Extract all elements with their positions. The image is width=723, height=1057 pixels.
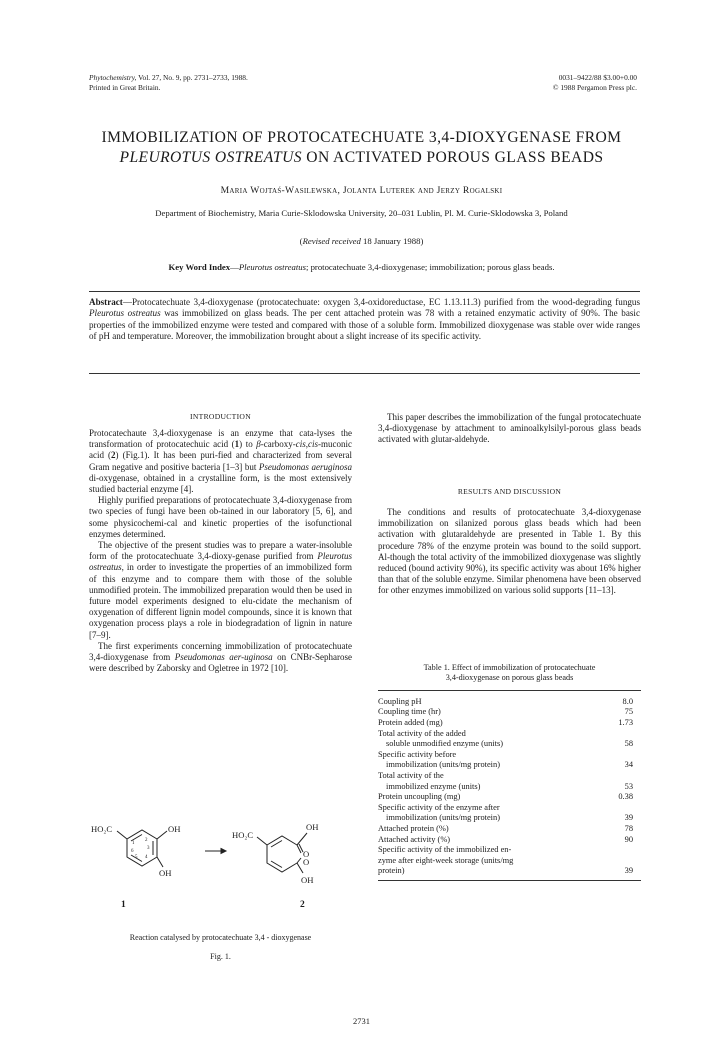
- intro-p3-b: , in order to investigate the properties of an immobilized form of this enzyme and to compare them with those of the soluble unmodified protein. The immobilized preparation would then be used in future model experiments designed to elu-cidate the mechanism of oxygenation of different lignin model compounds, since it is known that oxygenation process plays a role in biodegradation of lignin in nature [7–9].: [89, 562, 352, 640]
- table-row-label: Total activity of the added: [378, 728, 466, 738]
- table-caption: [378, 663, 641, 684]
- table-row-label: Attached protein (%): [378, 823, 449, 833]
- ring-number-4: 4: [145, 855, 148, 860]
- table-row-label: zyme after eight-week storage (units/mg: [378, 855, 514, 865]
- revised-label: Revised received: [302, 236, 361, 246]
- table-row-value: 0.38: [618, 792, 633, 802]
- table-row: [378, 813, 641, 824]
- c1-oh-label-1: OH: [168, 824, 181, 834]
- introduction-body: [89, 428, 352, 674]
- ring-number-5: 5: [135, 855, 138, 860]
- table-row: [378, 824, 641, 835]
- ring-number-1: 1: [132, 841, 135, 846]
- figure-caption: Reaction catalysed by protocatechuate 3,4 - dioxygenase: [129, 933, 312, 942]
- c2-o-bond-2: [297, 858, 301, 863]
- compound-1-structure: [117, 830, 167, 867]
- table-row-value: 78: [624, 823, 633, 833]
- c2-carboxyl-label: HO₂C: [232, 830, 254, 840]
- journal-citation: Vol. 27, No. 9, pp. 2731–2733, 1988.: [138, 73, 248, 82]
- table-bottom-rule: [378, 880, 641, 881]
- keywords-dash: —: [230, 262, 239, 272]
- compound-number-1: 1: [121, 900, 126, 910]
- abstract: [89, 297, 640, 343]
- c2-carboxyl-bond: [257, 837, 267, 845]
- revised-date-value: 18 January 1988): [360, 236, 424, 246]
- running-header-right: [553, 73, 637, 92]
- c2-oh-label-bot: OH: [301, 875, 314, 885]
- compound-ref-2: 2: [111, 450, 116, 461]
- intro-p1-d: -muconic acid (: [89, 439, 352, 461]
- table-caption-line-2: 3,4-dioxygenase on porous glass beads: [445, 673, 574, 683]
- c2-oh-bond-top: [297, 833, 307, 845]
- ring-number-6: 6: [131, 849, 134, 854]
- table-row: [378, 729, 641, 740]
- table-row-value: 75: [624, 707, 633, 717]
- table-row-label: Specific activity of the immobilized en-: [378, 845, 512, 855]
- compound-2-structure: [257, 833, 310, 873]
- table-row-value: 39: [624, 866, 633, 876]
- authors: Maria Wojtaś-Wasilewska, Jolanta Luterek and Jerzy Rogalski: [220, 185, 503, 196]
- table-row: [378, 771, 641, 782]
- intro-paragraph-3: [89, 540, 352, 641]
- intro-p1-e: ) (Fig.1). It has been puri-fied and characterized from several Gram negative and positive bacteria [1–3] but: [89, 450, 352, 472]
- table-row-label: Coupling pH: [378, 696, 422, 706]
- beta-symbol: β: [256, 439, 261, 450]
- c1-carboxyl-label: HO₂C: [91, 824, 113, 834]
- table-row-label: protein): [378, 866, 405, 876]
- reaction-arrow: [205, 849, 226, 854]
- table-row-label: immobilization (units/mg protein): [386, 813, 500, 823]
- affiliation: Department of Biochemistry, Maria Curie-Sklodowska University, 20–031 Lublin, Pl. M. Curie-Sklodowska 3, Poland: [155, 208, 568, 218]
- title-species: PLEUROTUS OSTREATUS: [119, 149, 302, 166]
- intro-p4-species: Pseudomonas aer-uginosa: [174, 652, 273, 663]
- table-row-label: Specific activity of the enzyme after: [378, 802, 500, 812]
- keywords-list: ; protocatechuate 3,4-dioxygenase; immobilization; porous glass beads.: [306, 262, 555, 272]
- table-row-value: 53: [624, 781, 633, 791]
- c2-o-label-1: O: [303, 849, 310, 859]
- table-row-label: Specific activity before: [378, 749, 457, 759]
- ring-number-3: 3: [147, 846, 150, 851]
- keywords-label: Key Word Index: [168, 262, 231, 272]
- abstract-text-2: was immobilized on glass beads. The per cent attached protein was 78 with a retained enzymatic activity of 90%. The basic properties of the immobilized enzyme were tested and compared with those of a soluble form. Immobilized dioxygenase was stable over wide ranges of pH and temperature. Moreover, the immobilization brought about a slight increase of its specific activity.: [89, 308, 640, 342]
- table-row: [378, 697, 641, 708]
- intro-p1-b: ) to: [239, 439, 257, 450]
- table-top-rule: [378, 690, 641, 691]
- abstract-top-rule: [89, 291, 640, 292]
- table-caption-line-1: Table 1. Effect of immobilization of protocatechuate: [423, 663, 596, 672]
- keywords: [40, 262, 683, 272]
- printed-note: Printed in Great Britain.: [89, 82, 161, 92]
- carboxyl-bond: [117, 831, 127, 839]
- intro-paragraph-2: Highly purified preparations of protocatechuate 3,4-dioxygenase from two species of fungi have been ob-tained in our laboratory [5, 6], and some physicochemi-cal and kinetic properties of the isofunctional enzymes determined.: [89, 495, 352, 539]
- table-row: [378, 739, 641, 750]
- table-row-label: Total activity of the: [378, 770, 444, 780]
- intro-p3-a: The objective of the present studies was to prepare a water-insoluble form of the protocatechuate 3,4-dioxy-genase purified from: [89, 540, 352, 562]
- reaction-scheme: [89, 815, 352, 915]
- table-row: [378, 803, 641, 814]
- revised-paren: (: [299, 236, 303, 246]
- table-row: [378, 856, 641, 867]
- results-paragraph-1: The conditions and results of protocatechuate 3,4-dioxygenase immobilization on silanized porous glass beads which had been activation with glutaraldehyde are presented in Table 1. By this procedure 78% of the enzyme protein was bound to the soild support. Al-though the total activity of the immobilized dioxygenase was slightly reduced (bound activity 90%), its specific activity was about 16% higher than that of the soluble enzyme. Similar phenomena have been observed for other enzymes immobilized on various solid supports [11–13].: [378, 507, 641, 596]
- table-row-value: 1.73: [618, 718, 633, 727]
- intro-p1-a: Protocatechaute 3,4-dioxygenase is an enzyme that cata-lyses the transformation of protocatechuic acid (: [89, 428, 352, 450]
- results-body: [378, 507, 641, 597]
- table-row-value: 34: [624, 760, 633, 770]
- intro-p4-b: on CNBr-Sepharose were described by Zaborsky and Ogletree in 1972 [10].: [89, 652, 352, 674]
- section-heading-introduction: INTRODUCTION: [190, 412, 251, 421]
- oh-bond-2: [157, 857, 163, 867]
- table-row-value: 39: [624, 813, 633, 823]
- c2-o-label-2: O: [303, 857, 310, 867]
- title-line-2-rest: ON ACTIVATED POROUS GLASS BEADS: [301, 149, 604, 166]
- running-header-left: [89, 73, 248, 92]
- table-row-value: 58: [624, 739, 633, 749]
- table-1: [378, 663, 641, 881]
- right-paragraph-1: This paper describes the immobilization of the fungal protocatechuate 3,4-dioxygenase by attachment to aminoalkylsilyl-porous glass beads activated with glutar-aldehyde.: [378, 412, 641, 445]
- table-row: [378, 845, 641, 856]
- keywords-species: Pleurotus ostreatus: [238, 262, 306, 272]
- table-body: [378, 697, 641, 877]
- intro-p4-a: The first experiments concerning immobilization of protocatechuate 3,4-dioxygenase from: [89, 640, 352, 663]
- abstract-species: Pleurotus ostreatus: [89, 308, 161, 319]
- figure-label: Fig. 1.: [210, 952, 231, 961]
- compound-ref-1: 1: [234, 439, 240, 450]
- table-row-label: Protein uncoupling (mg): [378, 792, 461, 802]
- table-row-value: 90: [624, 834, 633, 844]
- copyright: © 1988 Pergamon Press plc.: [552, 82, 637, 92]
- section-heading-results: RESULTS AND DISCUSSION: [457, 487, 562, 496]
- table-row-label: soluble unmodified enzyme (units): [386, 739, 503, 749]
- title-line-2: [40, 148, 683, 168]
- table-row-label: Attached activity (%): [378, 834, 451, 844]
- price-code: 0031–9422/88 $3.00+0.00: [558, 73, 637, 82]
- table-row: [378, 792, 641, 803]
- abstract-label: Abstract: [89, 297, 123, 307]
- title-line-1: IMMOBILIZATION OF PROTOCATECHUATE 3,4-DIOXYGENASE FROM: [101, 129, 622, 146]
- table-row-label: immobilized enzyme (units): [386, 781, 481, 791]
- intro-p1-f: di-oxygenase, obtained in a crystalline form, is the most extensively studied bacterial enzyme [4].: [89, 472, 352, 495]
- intro-p1-c: -carboxy-: [260, 439, 296, 450]
- intro-paragraph-4: [89, 641, 352, 675]
- abstract-bottom-rule: [89, 373, 640, 374]
- table-row: [378, 707, 641, 718]
- figure-1: [89, 815, 352, 965]
- c2-oh-label-top: OH: [306, 822, 319, 832]
- table-row: [378, 760, 641, 771]
- open-chain: [267, 836, 297, 872]
- article-title: [40, 128, 683, 168]
- compound-number-2: 2: [300, 900, 305, 910]
- table-row-label: Coupling time (hr): [378, 707, 441, 717]
- table-row: [378, 866, 641, 877]
- c1-oh-label-2: OH: [159, 868, 172, 878]
- table-row: [378, 750, 641, 761]
- intro-paragraph-1: [89, 428, 352, 495]
- table-row-label: Protein added (mg): [378, 718, 443, 727]
- intro-p3-species: Pleurotus ostreatus: [89, 551, 352, 573]
- table-row: [378, 782, 641, 793]
- table-row: [378, 718, 641, 729]
- journal-name: Phytochemistry,: [89, 73, 137, 82]
- right-intro-paragraph: [378, 412, 641, 446]
- intro-p1-species: Pseudomonas aeruginosa: [258, 461, 352, 472]
- page-number: 2731: [353, 1016, 370, 1026]
- oh-bond-1: [157, 831, 167, 839]
- table-row: [378, 835, 641, 846]
- revised-date: [40, 236, 683, 246]
- table-row-label: immobilization (units/mg protein): [386, 760, 500, 770]
- table-row-value: 8.0: [622, 696, 633, 706]
- ring-number-2: 2: [145, 838, 148, 843]
- cis-cis: cis,cis: [295, 439, 318, 450]
- abstract-text-1: —Protocatechuate 3,4-dioxygenase (protocatechuate: oxygen 3,4-oxidoreductase, EC 1.13.11.3) purified from the wood-degrading fungus: [122, 297, 640, 307]
